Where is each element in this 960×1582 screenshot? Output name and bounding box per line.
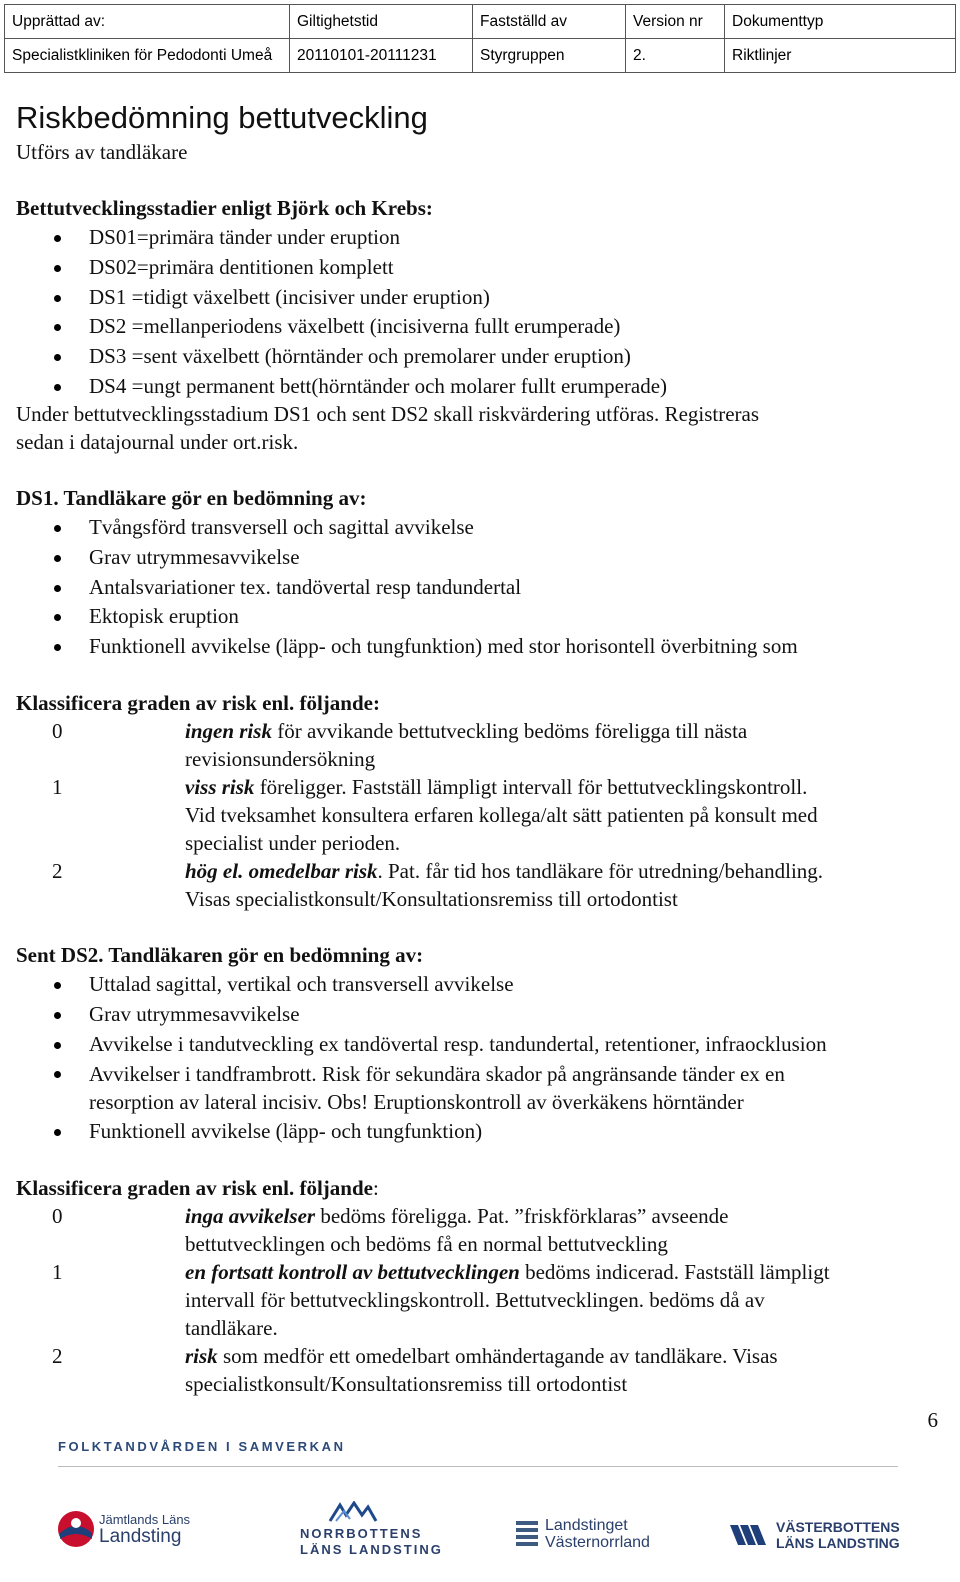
list-item: Funktionell avvikelse (läpp- och tungfunktion) med stor horisontell överbitning som — [0, 632, 798, 662]
risk-level-text: Visas specialistkonsult/Konsultationsremiss till ortodontist — [185, 887, 678, 911]
logo-line: Landsting — [99, 1526, 182, 1547]
ds2-classify-heading — [16, 1174, 379, 1202]
risk-level-text: föreligger. Fastställ lämpligt intervall för bettutvecklingskontroll. — [254, 775, 808, 799]
risk-level-number: 1 — [52, 775, 63, 799]
risk-level-text: . Pat. får tid hos tandläkare för utredning/behandling. — [377, 859, 824, 883]
list-item: DS2 =mellanperiodens växelbett (incisiverna fullt erumperade) — [0, 312, 667, 342]
document-header-table — [4, 4, 956, 73]
risk-level-term: hög el. omedelbar risk — [185, 859, 378, 883]
page-number: 6 — [927, 1408, 938, 1432]
stages-note-line2: sedan i datajournal under ort.risk. — [16, 430, 299, 454]
risk-level — [0, 857, 960, 913]
list-item — [0, 1000, 827, 1030]
logo-line: Landstinget — [545, 1517, 628, 1534]
risk-level-term: ingen risk — [185, 719, 272, 743]
list-item-text: Uttalad sagittal, vertikal och transversell avvikelse — [89, 972, 514, 996]
list-item-text: Avvikelse i tandutveckling ex tandövertal resp. tandundertal, retentioner, infraocklusion — [89, 1031, 827, 1056]
header-value-doctype: Riktlinjer — [725, 39, 956, 73]
header-label-prepared-by: Upprättad av: — [5, 5, 290, 39]
risk-level-text: för avvikande bettutveckling bedöms föreligga till nästa — [271, 719, 748, 743]
risk-level — [0, 717, 960, 773]
logo-line: LÄNS LANDSTING — [300, 1542, 443, 1557]
header-value-row — [5, 39, 956, 73]
list-item — [0, 1117, 827, 1147]
risk-level-text: tandläkare. — [185, 1316, 278, 1340]
risk-level — [0, 773, 960, 857]
ds1-risk-levels — [0, 717, 960, 913]
list-item — [0, 970, 827, 1000]
stages-heading: Bettutvecklingsstadier enligt Björk och Krebs: — [16, 196, 433, 220]
list-item: DS4 =ungt permanent bett(hörntänder och molarer fullt erumperade) — [0, 372, 667, 402]
vasterbotten-logo-icon — [730, 1521, 766, 1549]
footer-brand: FOLKTANDVÅRDEN I SAMVERKAN — [58, 1439, 346, 1454]
list-item: DS01=primära tänder under eruption — [0, 223, 667, 253]
risk-level-text: revisionsundersökning — [185, 747, 376, 771]
logo-line: Jämtlands Läns — [99, 1512, 191, 1527]
risk-level-number: 1 — [52, 1260, 63, 1284]
logo-line: VÄSTERBOTTENS — [776, 1519, 900, 1535]
header-label-approved-by: Fastställd av — [473, 5, 626, 39]
list-item: DS1 =tidigt växelbett (incisiver under eruption) — [0, 283, 667, 313]
ds2-heading: Sent DS2. Tandläkaren gör en bedömning av: — [16, 943, 424, 967]
header-label-doctype: Dokumenttyp — [725, 5, 956, 39]
risk-level-number: 2 — [52, 1344, 63, 1368]
footer-divider — [58, 1466, 898, 1467]
ds2-classify-colon: : — [372, 1176, 379, 1200]
risk-level-text: Vid tveksamhet konsultera erfaren kollega/alt sätt patienten på konsult med — [185, 803, 818, 827]
list-item: DS02=primära dentitionen komplett — [0, 253, 667, 283]
list-item: Antalsvariationer tex. tandövertal resp tandundertal — [0, 573, 798, 603]
ds1-classify-heading: Klassificera graden av risk enl. följande: — [16, 691, 380, 715]
risk-level-text: intervall för bettutvecklingskontroll. Bettutvecklingen. bedöms då av — [185, 1288, 765, 1312]
logo-norrbotten — [286, 1505, 443, 1557]
risk-level — [0, 1342, 960, 1398]
norrbotten-logo-icon — [328, 1501, 378, 1523]
risk-level-number: 0 — [52, 1204, 63, 1228]
risk-level-text: bedöms föreligga. Pat. ”friskförklaras” avseende — [315, 1204, 729, 1228]
ds2-classify-heading-text: Klassificera graden av risk enl. följande — [16, 1176, 373, 1200]
list-item: DS3 =sent växelbett (hörntänder och premolarer under eruption) — [0, 342, 667, 372]
header-label-version: Version nr — [626, 5, 725, 39]
risk-level-number: 2 — [52, 859, 63, 883]
list-item: Tvångsförd transversell och sagittal avvikelse — [0, 513, 798, 543]
list-item — [0, 1030, 827, 1060]
vasternorrland-logo-icon — [516, 1519, 540, 1551]
logo-line: LÄNS LANDSTING — [776, 1535, 900, 1551]
header-value-prepared-by: Specialistkliniken för Pedodonti Umeå — [5, 39, 290, 73]
risk-level-text: bettutvecklingen och bedöms få en normal bettutveckling — [185, 1232, 668, 1256]
risk-level-text: som medför ett omedelbart omhändertagande av tandläkare. Visas — [217, 1344, 778, 1368]
list-item-text: Funktionell avvikelse (läpp- och tungfunktion) — [89, 1119, 483, 1144]
page-subtitle: Utförs av tandläkare — [16, 140, 188, 164]
list-item-text: resorption av lateral incisiv. Obs! Eruptionskontroll av överkäkens hörntänder — [89, 1090, 744, 1115]
header-value-approved-by: Styrgruppen — [473, 39, 626, 73]
risk-level-term: inga avvikelser — [185, 1204, 316, 1228]
ds1-heading: DS1. Tandläkare gör en bedömning av: — [16, 486, 367, 510]
header-label-row — [5, 5, 956, 39]
risk-level — [0, 1202, 960, 1258]
list-item: Ektopisk eruption — [0, 602, 798, 632]
list-item-text: Grav utrymmesavvikelse — [89, 1001, 300, 1026]
risk-level — [0, 1258, 960, 1342]
stages-note-line1: Under bettutvecklingsstadium DS1 och sent DS2 skall riskvärdering utföras. Registreras — [16, 402, 760, 426]
logo-line: Västernorrland — [545, 1534, 650, 1551]
list-item — [0, 1059, 827, 1117]
ds2-list — [0, 970, 827, 1147]
ds1-list — [0, 513, 798, 662]
ds2-risk-levels — [0, 1202, 960, 1398]
header-label-validity: Giltighetstid — [290, 5, 473, 39]
risk-level-number: 0 — [52, 719, 63, 743]
header-value-validity: 20110101-20111231 — [290, 39, 473, 73]
list-item-text: Avvikelser i tandframbrott. Risk för sekundära skador på angränsande tänder ex en — [89, 1062, 785, 1087]
list-item: Grav utrymmesavvikelse — [0, 543, 798, 573]
stages-list — [0, 223, 667, 402]
risk-level-text: bedöms indicerad. Fastställ lämpligt — [519, 1260, 830, 1284]
jamtland-logo-icon — [56, 1509, 96, 1549]
risk-level-text: specialistkonsult/Konsultationsremiss till ortodontist — [185, 1372, 628, 1396]
risk-level-text: specialist under perioden. — [185, 831, 401, 855]
logo-line: NORRBOTTENS — [300, 1526, 423, 1541]
header-value-version: 2. — [626, 39, 725, 73]
risk-level-term: en fortsatt kontroll av bettutvecklingen — [185, 1260, 520, 1284]
page-title: Riskbedömning bettutveckling — [16, 100, 428, 135]
risk-level-term: risk — [185, 1344, 218, 1368]
risk-level-term: viss risk — [185, 775, 255, 799]
